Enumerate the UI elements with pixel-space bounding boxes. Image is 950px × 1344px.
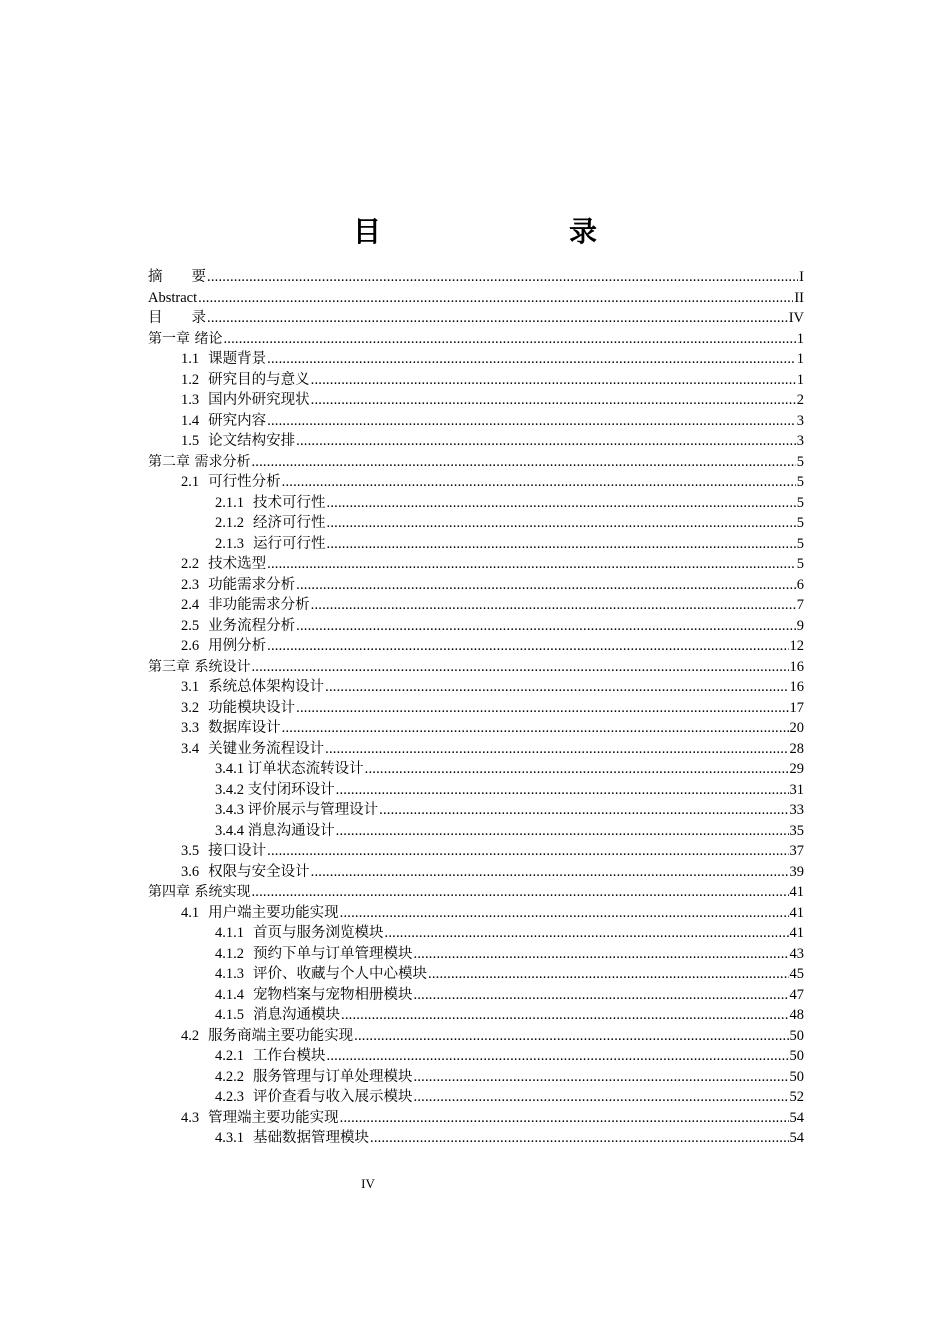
toc-entry-page: 41 [789, 925, 804, 941]
toc-entry-number: 2.3 [181, 576, 200, 593]
toc-entry-number: 4.1 [181, 904, 200, 921]
dot-leader [385, 923, 789, 944]
toc-entry-page: 54 [789, 1130, 804, 1146]
toc-entry-page: 41 [789, 884, 804, 900]
toc-entry-number: 3.5 [181, 843, 200, 859]
toc-entry-text: 功能需求分析 [208, 576, 296, 593]
toc-entry-page: 7 [796, 597, 804, 613]
dot-leader [365, 759, 789, 780]
toc-entry[interactable] [148, 308, 804, 329]
toc-entry[interactable] [148, 923, 804, 944]
toc-entry-text: 系统总体架构设计 [208, 679, 325, 695]
toc-entry-label [181, 636, 266, 657]
toc-entry-text: 用户端主要功能实现 [208, 904, 339, 921]
toc-entry-number: 4.1.2 [215, 945, 244, 962]
toc-entry-label [148, 288, 197, 309]
toc-entry-page: II [794, 289, 804, 306]
toc-entry-page: 5 [796, 515, 804, 531]
dot-leader [251, 657, 788, 678]
toc-entry[interactable] [148, 431, 804, 452]
toc-entry[interactable] [148, 595, 804, 616]
toc-entry-text: 权限与安全设计 [208, 863, 310, 880]
dot-leader [370, 1128, 789, 1149]
dot-leader [282, 718, 789, 739]
toc-entry-page: I [799, 269, 804, 285]
dot-leader [327, 1046, 789, 1067]
toc-entry-number: 2.4 [181, 597, 200, 613]
toc-entry-page: IV [788, 310, 804, 326]
toc-entry-label [148, 882, 250, 903]
toc-entry[interactable] [148, 616, 804, 637]
toc-entry-number: 3.1 [181, 679, 200, 695]
toc-entry-page: 47 [789, 986, 804, 1003]
toc-entry[interactable] [148, 759, 804, 780]
dot-leader [327, 534, 796, 555]
dot-leader [428, 964, 789, 985]
dot-leader [207, 267, 798, 288]
dot-leader [311, 595, 796, 616]
toc-entry-label [181, 554, 266, 575]
toc-entry[interactable] [148, 349, 804, 370]
toc-entry-label [215, 964, 427, 985]
dot-leader [296, 616, 796, 637]
toc-entry-number: 2.1 [181, 474, 200, 490]
toc-entry-number: 2.1.1 [215, 494, 244, 511]
toc-entry-label [181, 1026, 353, 1047]
toc-entry[interactable] [148, 1108, 804, 1129]
toc-entry-text: 数据库设计 [208, 720, 281, 736]
toc-entry-text: 技术可行性 [253, 494, 326, 511]
toc-entry-page: 50 [789, 1027, 804, 1044]
toc-entry-text: 运行可行性 [253, 535, 326, 552]
toc-entry-page: 5 [796, 535, 804, 552]
dot-leader [282, 472, 796, 493]
toc-entry-text: 论文结构安排 [208, 433, 296, 449]
dot-leader [296, 431, 796, 452]
toc-entry-label [181, 718, 281, 739]
toc-entry-page: 45 [789, 966, 804, 982]
toc-entry-text: 关键业务流程设计 [208, 740, 325, 757]
toc-entry-label [215, 1005, 340, 1026]
toc-entry-page: 31 [789, 781, 804, 798]
toc-entry-page: 9 [796, 617, 804, 634]
dot-leader [267, 554, 796, 575]
toc-entry-number: 4.1.3 [215, 966, 244, 982]
toc-entry-page: 5 [796, 494, 804, 511]
toc-entry-text: 首页与服务浏览模块 [253, 925, 384, 941]
toc-entry-label [215, 1087, 413, 1108]
toc-entry-text: 接口设计 [208, 843, 267, 859]
dot-leader [251, 452, 795, 473]
toc-entry-text: 3.4.4 消息沟通设计 [215, 822, 335, 839]
toc-entry[interactable] [148, 1087, 804, 1108]
toc-entry-page: 54 [789, 1109, 804, 1126]
toc-entry-page: 41 [789, 904, 804, 921]
dot-leader [325, 739, 788, 760]
dot-leader [336, 821, 789, 842]
toc-entry[interactable] [148, 964, 804, 985]
toc-entry[interactable] [148, 554, 804, 575]
toc-entry-page: 17 [789, 699, 804, 716]
toc-entry-text: 基础数据管理模块 [253, 1130, 369, 1146]
toc-entry-label [215, 1067, 413, 1088]
dot-leader [341, 1005, 789, 1026]
toc-entry[interactable] [148, 882, 804, 903]
dot-leader [354, 1026, 788, 1047]
toc-entry-number: 2.1.3 [215, 535, 244, 552]
toc-entry[interactable] [148, 862, 804, 883]
toc-entry-text: Abstract [148, 289, 198, 306]
toc-entry-page: 3 [796, 433, 804, 449]
dot-leader [223, 329, 795, 350]
toc-entry-text: 第四章 系统实现 [148, 884, 251, 900]
toc-entry[interactable] [148, 1067, 804, 1088]
toc-entry[interactable] [148, 985, 804, 1006]
toc-entry-text: 经济可行性 [253, 515, 326, 531]
toc-entry[interactable] [148, 288, 804, 309]
dot-leader [267, 349, 796, 370]
toc-entry-number: 2.6 [181, 638, 200, 654]
toc-entry[interactable] [148, 370, 804, 391]
toc-entry-page: 16 [789, 679, 804, 695]
toc-entry[interactable] [148, 329, 804, 350]
toc-entry-text: 目 录 [148, 310, 206, 326]
toc-entry-number: 3.2 [181, 699, 200, 716]
toc-entry-label [181, 677, 324, 698]
toc-entry-text: 消息沟通模块 [253, 1007, 340, 1023]
toc-entry[interactable] [148, 1128, 804, 1149]
toc-entry[interactable] [148, 452, 804, 473]
toc-entry-page: 5 [796, 556, 804, 572]
toc-entry[interactable] [148, 390, 804, 411]
toc-entry-label [215, 513, 326, 534]
dot-leader [251, 882, 788, 903]
toc-entry-text: 工作台模块 [253, 1048, 326, 1064]
toc-entry-page: 35 [789, 822, 804, 839]
toc-entry[interactable] [148, 677, 804, 698]
toc-entry-text: 技术选型 [208, 556, 267, 572]
toc-entry-number: 4.1.5 [215, 1007, 244, 1023]
toc-entry-text: 业务流程分析 [208, 617, 296, 634]
toc-entry-label [148, 267, 206, 288]
toc-entry[interactable] [148, 821, 804, 842]
toc-entry-text: 评价查看与收入展示模块 [253, 1089, 413, 1105]
dot-leader [336, 780, 789, 801]
toc-entry-number: 1.2 [181, 371, 200, 388]
toc-entry-page: 29 [789, 761, 804, 777]
toc-entry-text: 3.4.2 支付闭环设计 [215, 781, 335, 798]
toc-entry[interactable] [148, 1046, 804, 1067]
dot-leader [296, 575, 796, 596]
toc-entry-text: 可行性分析 [208, 474, 281, 490]
toc-entry[interactable] [148, 841, 804, 862]
toc-entry-page: 37 [789, 843, 804, 859]
toc-entry-page: 1 [796, 330, 804, 347]
toc-entry-label [181, 472, 281, 493]
toc-entry-page: 28 [789, 740, 804, 757]
toc-entry[interactable] [148, 718, 804, 739]
toc-entry-label [181, 575, 295, 596]
toc-entry-number: 1.4 [181, 412, 200, 429]
dot-leader [198, 288, 793, 309]
toc-entry-text: 第三章 系统设计 [148, 658, 251, 675]
toc-entry[interactable] [148, 411, 804, 432]
toc-entry[interactable] [148, 903, 804, 924]
dot-leader [414, 1067, 789, 1088]
toc-entry-page: 6 [796, 576, 804, 593]
dot-leader [296, 698, 788, 719]
toc-entry-number: 3.3 [181, 720, 200, 736]
page-title: 目 录 [352, 215, 641, 248]
toc-entry-page: 50 [789, 1068, 804, 1085]
toc-entry-number: 2.2 [181, 556, 200, 572]
toc-entry-text: 第二章 需求分析 [148, 453, 251, 470]
toc-entry-label [181, 903, 339, 924]
toc-entry-page: 52 [789, 1089, 804, 1105]
toc-entry-label [215, 1128, 369, 1149]
toc-entry[interactable] [148, 1005, 804, 1026]
toc-entry[interactable] [148, 657, 804, 678]
toc-entry-page: 1 [796, 351, 804, 367]
dot-leader [267, 411, 796, 432]
table-of-contents [148, 267, 804, 1149]
toc-entry[interactable] [148, 636, 804, 657]
dot-leader [311, 862, 789, 883]
toc-entry-page: 16 [789, 658, 804, 675]
toc-entry-text: 摘 要 [148, 269, 206, 285]
toc-entry-label [215, 759, 364, 780]
toc-entry[interactable] [148, 739, 804, 760]
toc-entry[interactable] [148, 267, 804, 288]
toc-entry-text: 第一章 绪论 [148, 330, 223, 347]
toc-entry-label [148, 657, 250, 678]
toc-entry-page: 33 [789, 802, 804, 818]
toc-entry-label [181, 595, 310, 616]
dot-leader [267, 636, 788, 657]
dot-leader [207, 308, 788, 329]
toc-entry-number: 2.5 [181, 617, 200, 634]
toc-entry[interactable] [148, 575, 804, 596]
toc-entry[interactable] [148, 698, 804, 719]
toc-entry-number: 1.1 [181, 351, 200, 367]
toc-entry-number: 3.6 [181, 863, 200, 880]
page-number: IV [361, 1176, 375, 1191]
toc-entry-text: 用例分析 [208, 638, 267, 654]
toc-entry-page: 39 [789, 863, 804, 880]
dot-leader [325, 677, 788, 698]
toc-entry-label [148, 308, 206, 329]
toc-entry-text: 功能模块设计 [208, 699, 296, 716]
toc-entry-text: 研究内容 [208, 412, 267, 429]
dot-leader [414, 1087, 789, 1108]
toc-entry-page: 48 [789, 1007, 804, 1023]
toc-entry-label [181, 390, 310, 411]
toc-entry-label [215, 1046, 326, 1067]
toc-entry-label [181, 349, 266, 370]
toc-entry-number: 4.2.2 [215, 1068, 244, 1085]
toc-entry-text: 研究目的与意义 [208, 371, 310, 388]
dot-leader [340, 903, 789, 924]
toc-entry-label [215, 985, 413, 1006]
toc-entry-label [181, 411, 266, 432]
toc-entry-page: 1 [796, 371, 804, 388]
toc-entry-number: 2.1.2 [215, 515, 244, 531]
dot-leader [414, 985, 789, 1006]
toc-entry-number: 4.1.4 [215, 986, 244, 1003]
toc-entry-number: 4.3.1 [215, 1130, 244, 1146]
toc-entry-number: 3.4 [181, 740, 200, 757]
toc-entry-page: 50 [789, 1048, 804, 1064]
toc-entry-label [181, 370, 310, 391]
dot-leader [414, 944, 789, 965]
toc-entry-label [181, 616, 295, 637]
toc-entry-text: 非功能需求分析 [208, 597, 310, 613]
toc-entry-text: 课题背景 [208, 351, 267, 367]
toc-entry-number: 4.2 [181, 1027, 200, 1044]
toc-entry-label [181, 739, 324, 760]
toc-entry-number: 4.2.1 [215, 1048, 244, 1064]
dot-leader [379, 800, 788, 821]
toc-entry-text: 国内外研究现状 [208, 392, 310, 408]
toc-entry-text: 3.4.3 评价展示与管理设计 [215, 802, 379, 818]
toc-entry-text: 服务管理与订单处理模块 [253, 1068, 413, 1085]
toc-entry-label [181, 431, 295, 452]
toc-entry-text: 评价、收藏与个人中心模块 [253, 966, 427, 982]
toc-entry[interactable] [148, 944, 804, 965]
toc-entry[interactable] [148, 1026, 804, 1047]
toc-entry-number: 4.3 [181, 1109, 200, 1126]
toc-entry-label [148, 452, 250, 473]
toc-entry[interactable] [148, 472, 804, 493]
toc-entry[interactable] [148, 493, 804, 514]
toc-entry-page: 20 [789, 720, 804, 736]
toc-entry-page: 5 [796, 474, 804, 490]
toc-entry[interactable] [148, 534, 804, 555]
toc-entry-label [181, 698, 295, 719]
toc-entry[interactable] [148, 513, 804, 534]
toc-entry-label [215, 821, 335, 842]
toc-entry-text: 服务商端主要功能实现 [208, 1027, 354, 1044]
toc-entry-page: 5 [796, 453, 804, 470]
toc-entry-text: 宠物档案与宠物相册模块 [253, 986, 413, 1003]
toc-entry-number: 4.1.1 [215, 925, 244, 941]
toc-entry[interactable] [148, 800, 804, 821]
dot-leader [267, 841, 788, 862]
dot-leader [327, 513, 796, 534]
toc-entry-page: 2 [796, 392, 804, 408]
toc-entry-page: 3 [796, 412, 804, 429]
toc-entry-label [181, 862, 310, 883]
toc-entry-text: 管理端主要功能实现 [208, 1109, 339, 1126]
toc-entry-label [215, 923, 384, 944]
toc-entry-label [181, 841, 266, 862]
dot-leader [327, 493, 796, 514]
toc-entry-label [215, 534, 326, 555]
toc-entry-number: 1.5 [181, 433, 200, 449]
toc-entry-label [148, 329, 222, 350]
toc-entry-number: 1.3 [181, 392, 200, 408]
toc-entry-number: 4.2.3 [215, 1089, 244, 1105]
toc-entry-page: 12 [789, 638, 804, 654]
toc-entry-text: 预约下单与订单管理模块 [253, 945, 413, 962]
toc-entry-page: 43 [789, 945, 804, 962]
dot-leader [311, 370, 796, 391]
toc-entry-label [215, 493, 326, 514]
toc-entry-label [181, 1108, 339, 1129]
toc-entry[interactable] [148, 780, 804, 801]
dot-leader [340, 1108, 789, 1129]
toc-entry-label [215, 944, 413, 965]
toc-entry-label [215, 780, 335, 801]
toc-entry-text: 3.4.1 订单状态流转设计 [215, 761, 364, 777]
toc-entry-label [215, 800, 378, 821]
dot-leader [311, 390, 796, 411]
